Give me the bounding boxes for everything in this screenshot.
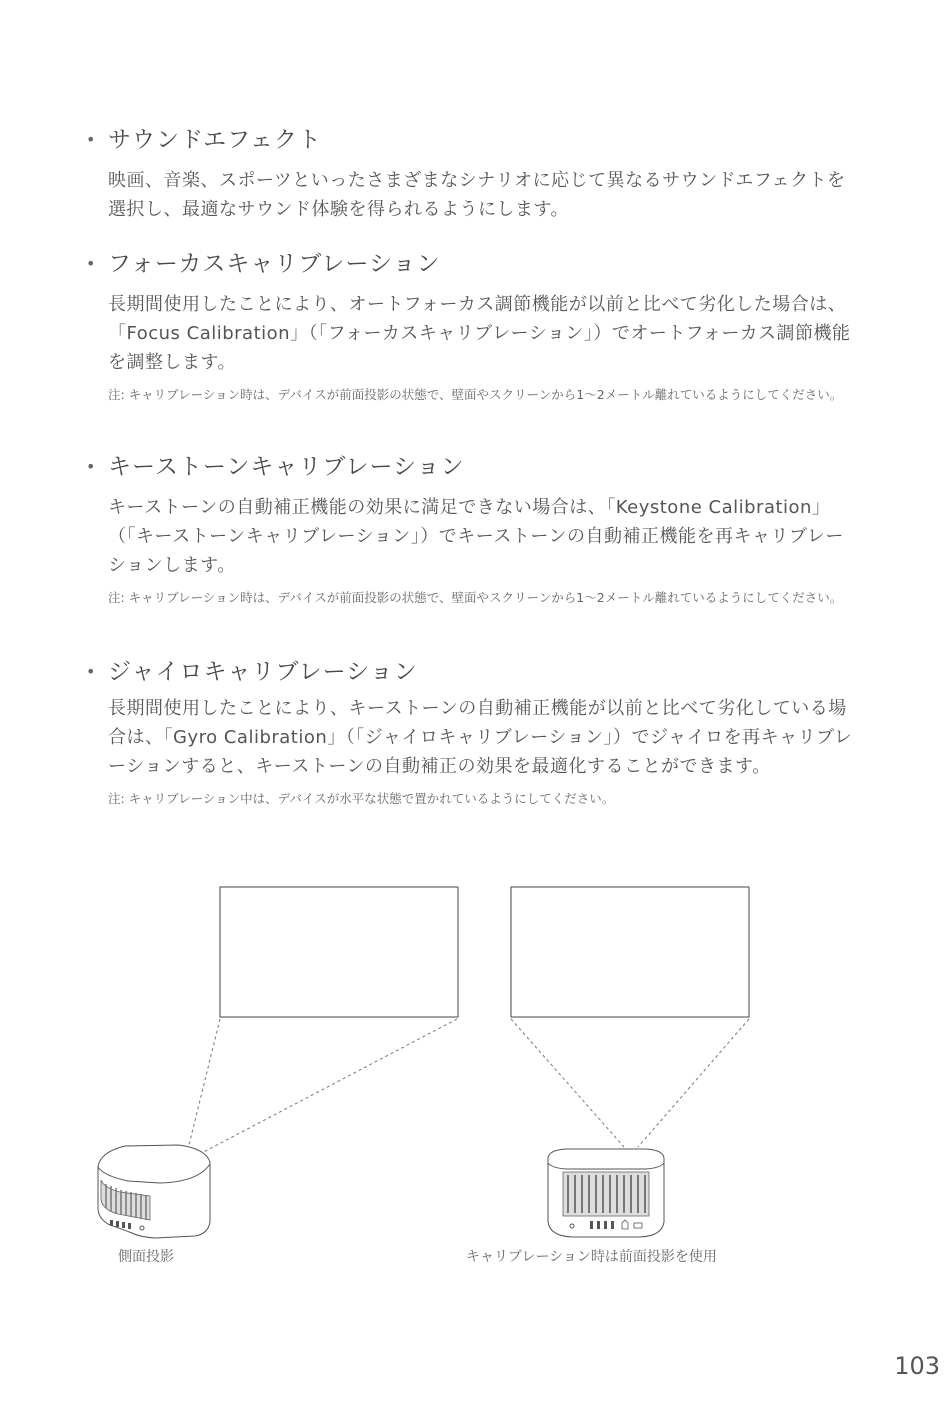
- heading-text: フォーカスキャリブレーション: [108, 251, 441, 277]
- bullet-icon: •: [86, 662, 97, 681]
- section-note: 注: キャリブレーション時は、デバイスが前面投影の状態で、壁面やスクリーンから1〜2メートル離れているようにしてください。: [108, 590, 843, 605]
- right-beam-line: [511, 1019, 624, 1147]
- left-figure-caption: 側面投影: [118, 1249, 174, 1265]
- projector-front-view-icon: [548, 1149, 664, 1237]
- section-note: 注: キャリブレーション時は、デバイスが前面投影の状態で、壁面やスクリーンから1〜2メートル離れているようにしてください。: [108, 387, 843, 402]
- right-screen: [511, 887, 749, 1017]
- section-body: 長期間使用したことにより、オートフォーカス調節機能が以前と比べて劣化した場合は、「Focus Calibration」（「フォーカスキャリブレーション」）でオートフォーカス調節機能を調整します。: [108, 294, 851, 373]
- left-beam-line: [187, 1019, 220, 1153]
- heading-text: サウンドエフェクト: [108, 127, 322, 153]
- section-note: 注: キャリブレーション中は、デバイスが水平な状態で置かれているようにしてください。: [108, 791, 615, 806]
- bullet-icon: •: [86, 130, 97, 149]
- left-screen: [220, 887, 458, 1017]
- bullet-icon: •: [86, 457, 97, 476]
- section-body: 長期間使用したことにより、キーストーンの自動補正機能が以前と比べて劣化している場合は、「Gyro Calibration」（「ジャイロキャリブレーション」）でジャイロを再キャリブレーションすると、キーストーンの自動補正の効果を最適化することができます。: [108, 698, 853, 777]
- heading-text: キーストーンキャリブレーション: [108, 454, 465, 480]
- section-body: キーストーンの自動補正機能の効果に満足できない場合は、「Keystone Calibration」（「キーストーンキャリブレーション」）でキーストーンの自動補正機能を再キャリブレーションします。: [108, 497, 844, 576]
- bullet-icon: •: [86, 254, 97, 273]
- section-body: 映画、音楽、スポーツといったさまざまなシナリオに応じて異なるサウンドエフェクトを選択し、最適なサウンド体験を得られるようにします。: [108, 170, 846, 220]
- right-beam-line: [638, 1019, 749, 1147]
- right-figure-caption: キャリブレーション時は前面投影を使用: [466, 1249, 717, 1265]
- projector-side-view-icon: [98, 1145, 210, 1238]
- left-beam-line: [196, 1019, 457, 1156]
- page-number: 103: [894, 1352, 940, 1380]
- heading-text: ジャイロキャリブレーション: [108, 659, 418, 685]
